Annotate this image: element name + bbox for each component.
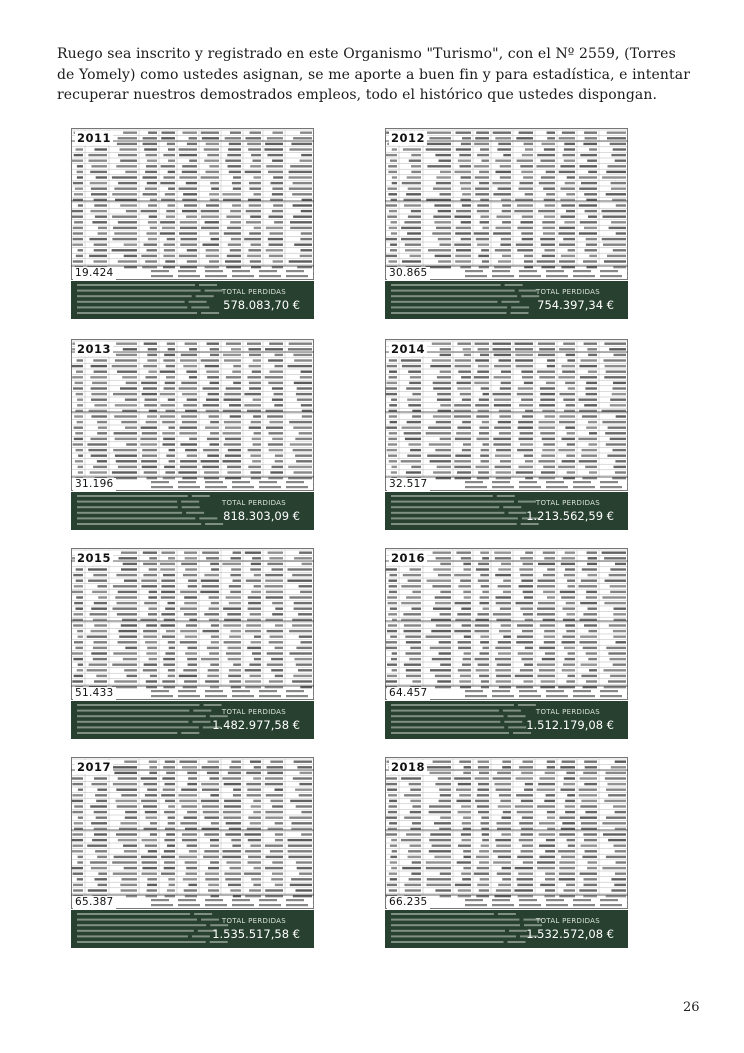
total-losses-value: 818.303,09 € bbox=[223, 509, 300, 523]
statistics-table-2017 bbox=[71, 757, 314, 948]
statistics-table-2014 bbox=[385, 339, 628, 530]
statistics-table-2013 bbox=[71, 339, 314, 530]
statistics-table-2015 bbox=[71, 548, 314, 739]
total-count: 19.424 bbox=[75, 267, 114, 279]
table-year: 2012 bbox=[391, 131, 426, 145]
table-grid bbox=[385, 339, 628, 491]
total-losses-value: 754.397,34 € bbox=[537, 298, 614, 312]
total-count: 64.457 bbox=[389, 687, 428, 699]
total-losses-label: TOTAL PERDIDAS bbox=[221, 917, 286, 925]
table-year: 2018 bbox=[391, 760, 426, 774]
total-losses-label: TOTAL PERDIDAS bbox=[535, 708, 600, 716]
total-count: 51.433 bbox=[75, 687, 114, 699]
table-grid bbox=[385, 548, 628, 700]
total-losses-value: 1.213.562,59 € bbox=[526, 509, 614, 523]
table-year: 2017 bbox=[77, 760, 112, 774]
table-year: 2013 bbox=[77, 342, 112, 356]
total-losses-value: 1.535.517,58 € bbox=[212, 927, 300, 941]
total-losses-value: 578.083,70 € bbox=[223, 298, 300, 312]
table-grid bbox=[71, 339, 314, 491]
total-losses-label: TOTAL PERDIDAS bbox=[535, 499, 600, 507]
table-year: 2014 bbox=[391, 342, 426, 356]
intro-paragraph: Ruego sea inscrito y registrado en este Organismo "Turismo", con el Nº 2559, (Torres de Yomely) como ustedes asignan, se me aporte a buen fin y para estadística, e intentar recuperar nuestros demostrados empleos, todo el histórico que ustedes dispongan. bbox=[57, 46, 690, 103]
table-grid bbox=[385, 757, 628, 909]
total-count: 66.235 bbox=[389, 896, 428, 908]
statistics-table-2012 bbox=[385, 128, 628, 319]
total-losses-label: TOTAL PERDIDAS bbox=[221, 708, 286, 716]
table-year: 2015 bbox=[77, 551, 112, 565]
total-losses-label: TOTAL PERDIDAS bbox=[535, 917, 600, 925]
table-year: 2011 bbox=[77, 131, 112, 145]
total-losses-label: TOTAL PERDIDAS bbox=[221, 499, 286, 507]
statistics-table-2016 bbox=[385, 548, 628, 739]
total-losses-value: 1.512.179,08 € bbox=[526, 718, 614, 732]
page-number: 26 bbox=[683, 1000, 700, 1015]
total-count: 65.387 bbox=[75, 896, 114, 908]
statistics-table-2011 bbox=[71, 128, 314, 319]
table-grid bbox=[71, 548, 314, 700]
total-count: 30.865 bbox=[389, 267, 428, 279]
total-count: 32.517 bbox=[389, 478, 428, 490]
total-losses-label: TOTAL PERDIDAS bbox=[535, 288, 600, 296]
table-grid bbox=[71, 128, 314, 280]
total-losses-label: TOTAL PERDIDAS bbox=[221, 288, 286, 296]
total-losses-value: 1.482.977,58 € bbox=[212, 718, 300, 732]
table-grid bbox=[385, 128, 628, 280]
total-losses-value: 1.532.572,08 € bbox=[526, 927, 614, 941]
statistics-table-2018 bbox=[385, 757, 628, 948]
table-year: 2016 bbox=[391, 551, 426, 565]
table-grid bbox=[71, 757, 314, 909]
total-count: 31.196 bbox=[75, 478, 114, 490]
